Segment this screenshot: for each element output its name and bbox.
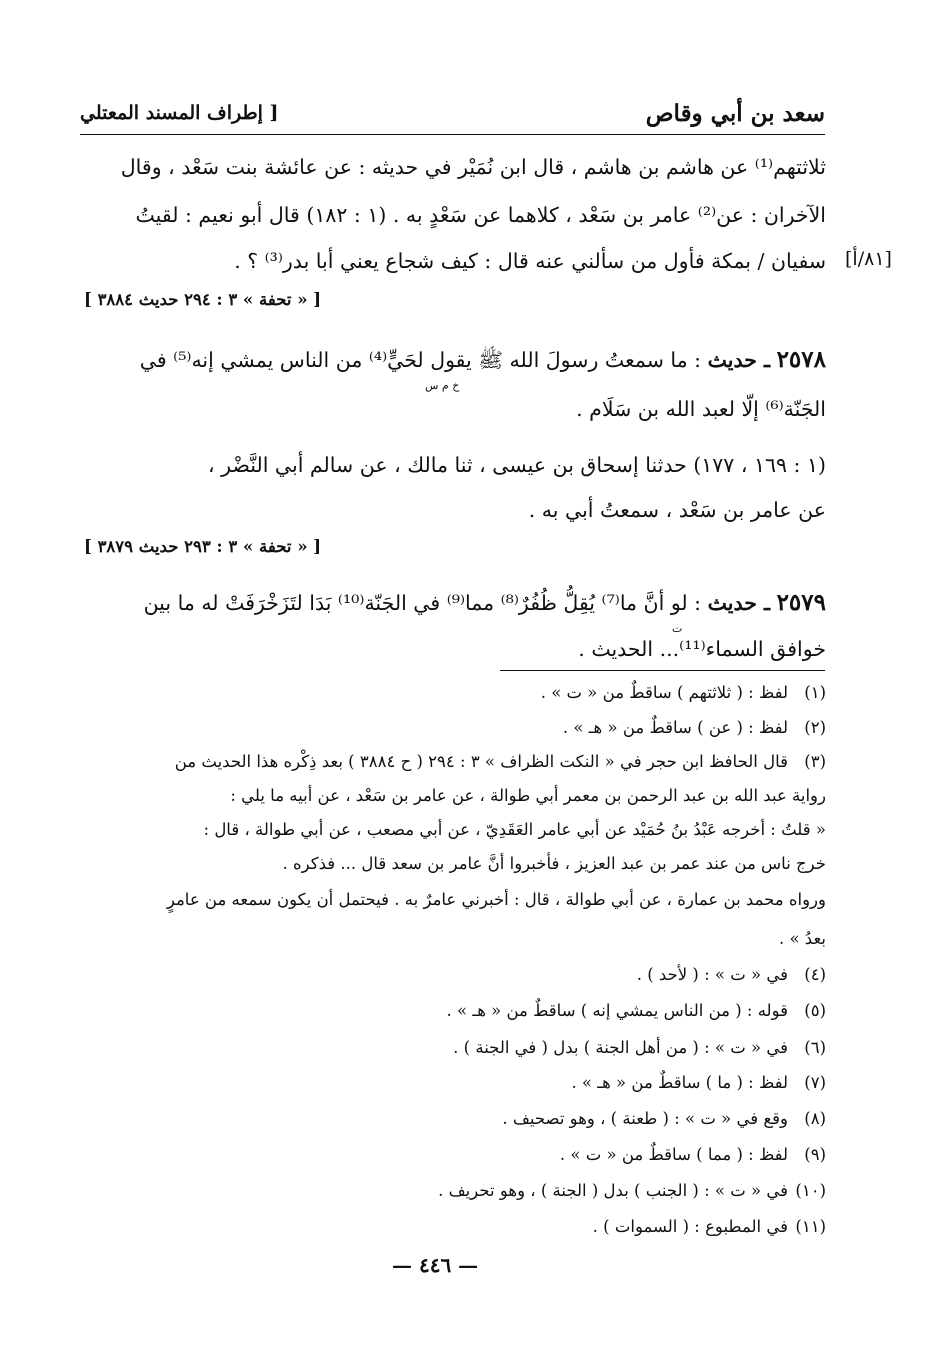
footnote-3-cont-2: « قلتُ : أخرجه عَبْدُ بنُ حُمَيْد عن أبي عامر العَقَدِيّ ، عن أبي مصعب ، عن أبي طوالة ، قال : <box>203 820 826 839</box>
hadith-2578-line-2: الجَنّة⁽⁶⁾ إلّا لعبد الله بن سَلَام . <box>576 397 826 421</box>
hadith-2579-line-1 <box>144 588 826 618</box>
header-book-title: سعد بن أبي وقاص <box>645 100 825 127</box>
tohfa-reference-1: [ « تحفة » ٣ : ٢٩٤ حديث ٣٨٨٤ ] <box>84 290 322 309</box>
margin-folio-ref: [٨١/أ] <box>845 248 892 270</box>
footnote-3-cont-3: خرج ناس من عند عمر بن عبد العزيز ، فأخبروا أنَّ عامر بن سعد قال ... فذكره . <box>282 854 826 873</box>
hadith-2578-isnad-2: عن عامر بن سَعْد ، سمعتُ أبي به . <box>528 498 826 522</box>
page-number: — ٤٤٦ — <box>392 1253 479 1277</box>
footnote-8: (٨)وقع في « ت » : ( طعنة ) ، وهو تصحيف . <box>502 1109 826 1128</box>
footnote-1: (١)لفظ : ( ثلاثتهم ) ساقطٌ من « ت » . <box>540 683 826 702</box>
footnote-10: (١٠)في « ت » : ( الجنب ) بدل ( الجنة ) ، وهو تحريف . <box>438 1181 826 1200</box>
text-line-1: ثلاثتهم⁽¹⁾ عن هاشم بن هاشم ، قال ابن نُمَيْر في حديثه : عن عائشة بنت سَعْد ، وقال <box>120 155 826 179</box>
hadith-label: ـ حديث <box>707 348 771 372</box>
footnote-6: (٦)في « ت » : ( من أهل الجنة ) بدل ( في الجنة ) . <box>453 1038 826 1057</box>
footnote-5: (٥)قوله : ( من الناس يمشي إنه ) ساقطٌ من « هـ » . <box>446 1001 826 1020</box>
footnote-separator <box>500 670 825 671</box>
hadith-number: ٢٥٧٨ <box>776 346 826 373</box>
footnote-3-cont-5: بعدُ » . <box>778 929 826 948</box>
hadith-2579-siglum: ت <box>672 622 683 635</box>
text-line-3: سفيان / بمكة فأول من سألني عنه قال : كيف شجاع يعني أبا بدر⁽³⁾ ؟ . <box>234 249 826 273</box>
running-header <box>80 100 825 135</box>
footnote-4: (٤)في « ت » : ( لأحد ) . <box>636 965 826 984</box>
footnote-3-cont-4: ورواه محمد بن عمارة ، عن أبي طوالة ، قال : أخبرني عامرٌ به . فيحتمل أن يكون سمعه من عامرٍ <box>166 890 826 909</box>
hadith-text: : لو أنَّ ما⁽⁷⁾ يُقِلُّ ظُفُرٌ⁽⁸⁾ مما⁽⁹⁾ في الجَنّة⁽¹⁰⁾ بَدَا لتَزَخْرَفَتْ له ما بين <box>143 591 702 615</box>
footnote-2: (٢)لفظ : ( عن ) ساقطٌ من « هـ » . <box>562 718 826 737</box>
text-line-2: الآخران : عن⁽²⁾ عامر بن سَعْد ، كلاهما عن سَعْدٍ به . (١ : ١٨٢) قال أبو نعيم : لقيتُ <box>135 203 826 227</box>
footnote-9: (٩)لفظ : ( مما ) ساقطٌ من « ت » . <box>559 1145 826 1164</box>
hadith-label: ـ حديث <box>707 591 771 615</box>
footnote-3: (٣)قال الحافظ ابن حجر في « النكت الظراف » ٣ : ٢٩٤ ( ح ٣٨٨٤ ) بعد ذِكْره هذا الحديث من <box>174 752 826 771</box>
footnote-7: (٧)لفظ : ( ما ) ساقطٌ من « هـ » . <box>571 1073 826 1092</box>
hadith-text: : ما سمعتُ رسولَ الله ﷺ يقول لحَيٍّ⁽⁴⁾ من الناس يمشي إنه⁽⁵⁾ في <box>139 348 702 372</box>
tohfa-reference-2: [ « تحفة » ٣ : ٢٩٣ حديث ٣٨٧٩ ] <box>84 537 322 556</box>
footnote-3-cont-1: رواية عبد الله بن عبد الرحمن بن معمر أبي طوالة ، عن عامر بن سَعْد ، عن أبيه ما يلي : <box>230 786 826 805</box>
hadith-2578-line-1 <box>140 345 826 375</box>
footnote-11: (١١)في المطبوع : ( السموات ) . <box>592 1217 826 1236</box>
hadith-number: ٢٥٧٩ <box>776 589 826 616</box>
header-section-title: [ إطراف المسند المعتلي <box>80 102 279 124</box>
hadith-2579-line-2: خوافق السماء⁽¹¹⁾... الحديث . <box>578 637 826 661</box>
hadith-2578-isnad-1: (١ : ١٦٩ ، ١٧٧) حدثنا إسحاق بن عيسى ، ثنا مالك ، عن سالم أبي النَّضْر ، <box>208 453 826 477</box>
hadith-2578-siglum: خ م س <box>425 379 460 392</box>
